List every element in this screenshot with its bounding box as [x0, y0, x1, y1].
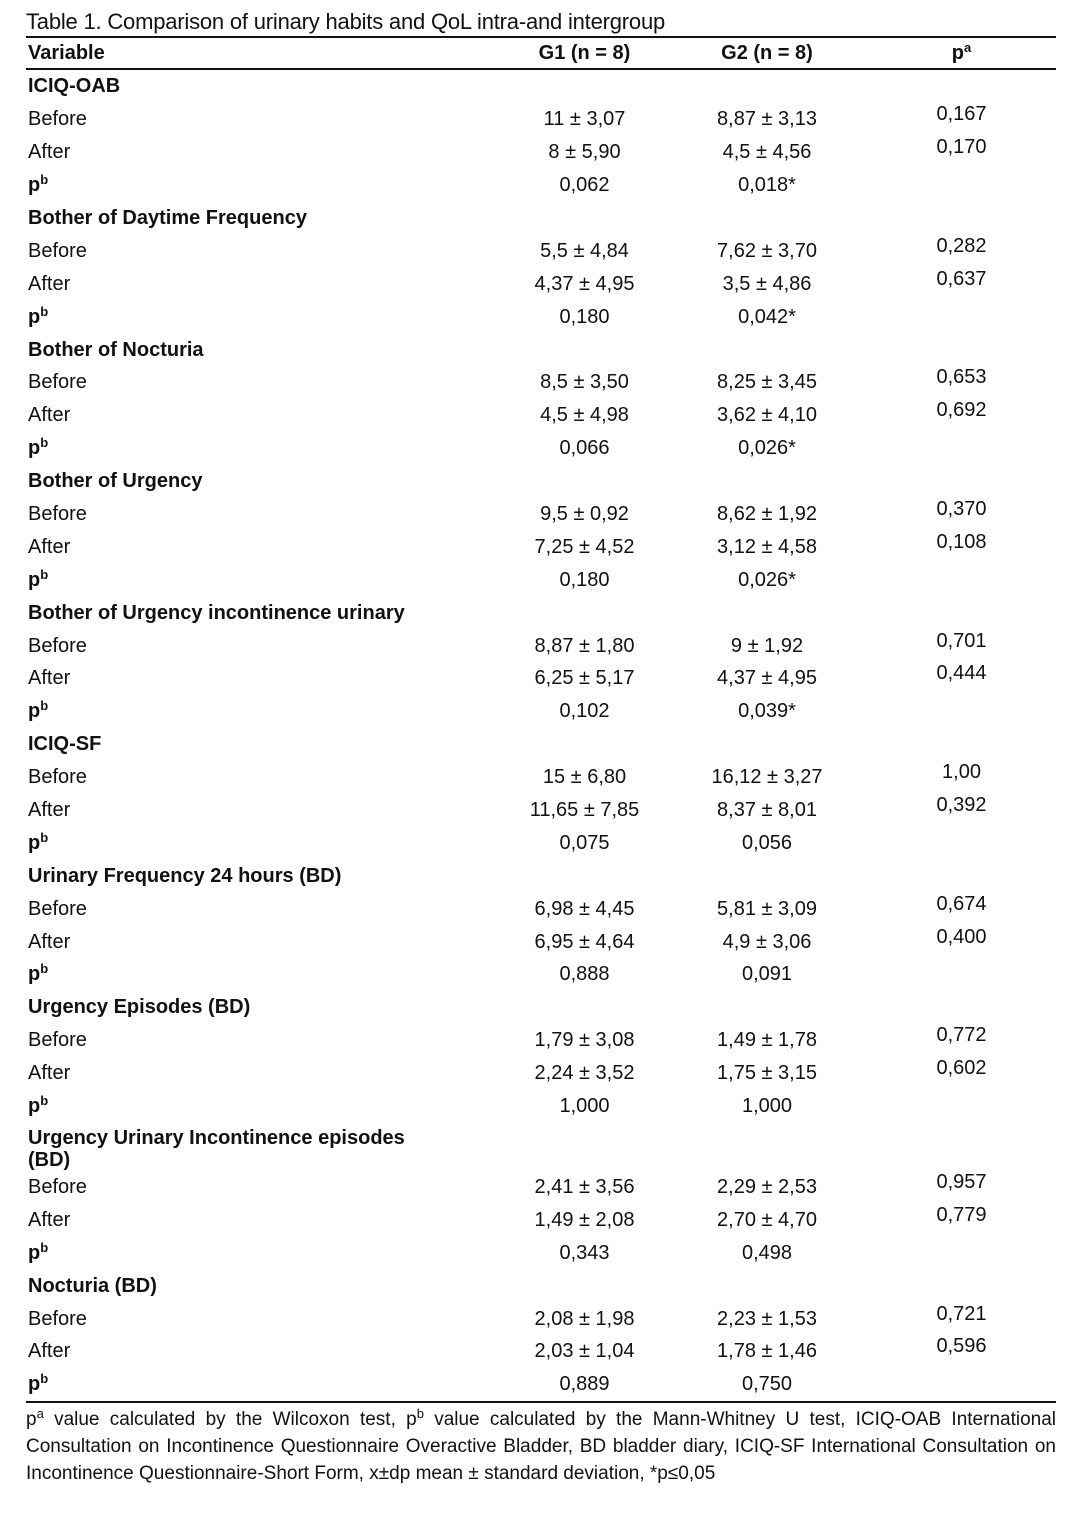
- g1-value: 15 ± 6,80: [542, 766, 627, 789]
- g1-pb-value: 0,180: [559, 568, 610, 591]
- g1-value: 6,95 ± 4,64: [534, 930, 635, 953]
- column-header-g1: G1 (n = 8): [502, 37, 667, 69]
- g2-value: 4,37 ± 4,95: [717, 667, 817, 690]
- pb-letter: p: [28, 437, 41, 460]
- pa-empty: [867, 690, 1056, 723]
- g2-value: 4,5 ± 4,56: [722, 141, 812, 164]
- g2-value: 8,25 ± 3,45: [717, 371, 817, 394]
- pb-letter: p: [28, 1241, 41, 1264]
- pa-value: 0,167: [936, 103, 987, 126]
- g1-value: 2,24 ± 3,52: [534, 1062, 635, 1085]
- g2-value: 1,75 ± 3,15: [717, 1062, 817, 1085]
- g1-pb-value: 0,888: [559, 963, 610, 986]
- pa-value: 0,637: [936, 267, 987, 290]
- g2-pb-value: 0,018*: [738, 174, 796, 197]
- pb-label: [26, 958, 502, 991]
- pb-row: [26, 300, 1056, 333]
- footnote-pb-superscript: b: [416, 1405, 424, 1421]
- before-label: Before: [28, 1175, 87, 1198]
- before-label: Before: [28, 371, 87, 394]
- g2-value: 16,12 ± 3,27: [711, 766, 823, 789]
- g2-pb-value: 0,039*: [738, 700, 796, 723]
- pa-value: 1,00: [942, 761, 981, 784]
- pa-letter: p: [951, 42, 964, 64]
- g1-value: 8,87 ± 1,80: [534, 634, 635, 657]
- after-label: After: [28, 1062, 71, 1085]
- pb-label: [26, 1236, 502, 1269]
- before-label: Before: [28, 108, 87, 131]
- table-caption: Table 1. Comparison of urinary habits and QoL intra-and intergroup: [26, 9, 666, 34]
- pb-letter: p: [28, 174, 41, 197]
- after-label: After: [28, 535, 71, 558]
- pa-empty: [867, 1231, 1056, 1264]
- pa-empty: [867, 295, 1056, 328]
- pb-row: [26, 958, 1056, 991]
- pb-label: [26, 1090, 502, 1123]
- table-body: [26, 69, 1056, 1402]
- group-name: Urgency Episodes (BD): [28, 996, 251, 1019]
- g1-value: 1,49 ± 2,08: [534, 1208, 635, 1231]
- g2-value: 3,12 ± 4,58: [717, 535, 817, 558]
- g2-value: 4,9 ± 3,06: [722, 930, 812, 953]
- pb-letter: p: [28, 1373, 41, 1396]
- pb-row: [26, 826, 1056, 859]
- after-label: After: [28, 141, 71, 164]
- g1-value: 11 ± 3,07: [543, 108, 626, 131]
- before-label: Before: [28, 1029, 87, 1052]
- pb-letter: p: [28, 1095, 41, 1118]
- g2-value: 3,62 ± 4,10: [717, 404, 817, 427]
- column-header-pa: [867, 37, 1056, 69]
- g1-pb-value: 0,066: [559, 437, 610, 460]
- pa-value: 0,370: [936, 498, 987, 521]
- before-label: Before: [28, 1307, 87, 1330]
- pa-value: 0,772: [936, 1024, 987, 1047]
- g1-value: 4,37 ± 4,95: [534, 272, 635, 295]
- g1-value: 8,5 ± 3,50: [540, 371, 629, 394]
- pb-superscript: b: [40, 303, 49, 319]
- pa-value: 0,400: [936, 925, 987, 948]
- g2-pb-value: 0,750: [667, 1368, 867, 1402]
- pa-empty: [867, 427, 1056, 460]
- pa-value: 0,674: [936, 892, 987, 915]
- group-heading-row: [26, 1123, 1056, 1171]
- pb-superscript: b: [40, 1371, 49, 1387]
- header-row: [26, 37, 1056, 69]
- column-header-g2: G2 (n = 8): [667, 37, 867, 69]
- pb-letter: p: [28, 831, 41, 854]
- pa-superscript: a: [963, 40, 972, 55]
- pa-value: 0,108: [936, 530, 987, 553]
- pb-superscript: b: [40, 961, 49, 977]
- pb-label: [26, 169, 502, 202]
- g2-value: 1,78 ± 1,46: [717, 1340, 817, 1363]
- pb-letter: p: [28, 963, 41, 986]
- pa-value: 0,957: [936, 1170, 987, 1193]
- g2-value: 9 ± 1,92: [730, 634, 804, 657]
- pa-value: 0,596: [936, 1335, 987, 1358]
- footnote-pa-letter: p: [26, 1408, 37, 1430]
- pa-value: 0,779: [936, 1203, 987, 1226]
- pa-empty: [867, 1085, 1056, 1118]
- after-label: After: [28, 1208, 71, 1231]
- pb-label: [26, 300, 502, 333]
- group-name: [26, 1123, 1056, 1171]
- column-header-variable: Variable: [26, 37, 502, 69]
- pa-empty: [867, 953, 1056, 986]
- pb-row: [26, 432, 1056, 465]
- after-label: After: [28, 272, 71, 295]
- g2-value: 8,87 ± 3,13: [717, 108, 817, 131]
- footnote-text-1: value calculated by the Wilcoxon test,: [43, 1408, 407, 1430]
- pa-empty: [867, 1363, 1056, 1397]
- pa-empty: [867, 821, 1056, 854]
- g1-value: 2,08 ± 1,98: [534, 1307, 635, 1330]
- g1-value: 4,5 ± 4,98: [540, 404, 629, 427]
- pa-value: 0,282: [936, 234, 987, 257]
- pa-value: 0,692: [936, 399, 987, 422]
- g2-pb-value: 0,026*: [738, 437, 796, 460]
- after-label: After: [28, 667, 71, 690]
- g2-value: 2,23 ± 1,53: [717, 1307, 817, 1330]
- g1-value: 2,41 ± 3,56: [534, 1175, 635, 1198]
- pb-letter: p: [28, 568, 41, 591]
- pb-superscript: b: [40, 435, 49, 451]
- group-name: Bother of Urgency incontinence urinary: [28, 601, 405, 624]
- pb-row: [26, 1090, 1056, 1123]
- footnote-pa-superscript: a: [36, 1405, 44, 1421]
- g1-pb-value: 0,180: [559, 305, 610, 328]
- g1-value: 6,98 ± 4,45: [534, 897, 635, 920]
- pb-letter: p: [28, 305, 41, 328]
- g2-value: 2,29 ± 2,53: [717, 1175, 817, 1198]
- after-label: After: [28, 930, 71, 953]
- group-name: Urinary Frequency 24 hours (BD): [28, 864, 342, 887]
- footnote-pb-letter: p: [406, 1408, 417, 1430]
- g1-value: 1,79 ± 3,08: [534, 1029, 635, 1052]
- g1-pb-value: 0,889: [502, 1368, 667, 1402]
- pa-value: 0,170: [936, 136, 987, 159]
- footnote-text-2: value calculated by the Mann-Whitney U test, ICIQ-OAB International Consultation on Incontinence Questionnaire Overactive Bladder, BD bladder diary, ICIQ-SF International Consultation on Incontinence Questionnaire-Short Form, x±dp mean ± standard deviation, *p≤0,05: [26, 1408, 1056, 1484]
- pb-row: [26, 1368, 1056, 1402]
- before-label: Before: [28, 897, 87, 920]
- pa-value: 0,602: [936, 1057, 987, 1080]
- pa-value: 0,392: [936, 794, 987, 817]
- pa-value: 0,653: [936, 366, 987, 389]
- pa-value: 0,721: [936, 1302, 987, 1325]
- g2-value: 2,70 ± 4,70: [717, 1208, 817, 1231]
- group-name: Bother of Urgency: [28, 470, 203, 493]
- g1-value: 9,5 ± 0,92: [540, 503, 629, 526]
- group-name: ICIQ-OAB: [28, 75, 121, 98]
- after-label: After: [28, 404, 71, 427]
- g2-value: 8,37 ± 8,01: [717, 799, 817, 822]
- table-footnote: [26, 1406, 1056, 1487]
- g2-pb-value: 0,056: [741, 831, 793, 854]
- pb-label: [26, 563, 502, 596]
- after-label: After: [28, 799, 71, 822]
- pb-letter: p: [28, 700, 41, 723]
- table-figure: [26, 6, 1056, 1487]
- comparison-table: [26, 36, 1056, 1403]
- before-label: Before: [28, 239, 87, 262]
- pa-value: 0,444: [936, 662, 987, 685]
- pb-superscript: b: [40, 172, 49, 188]
- pb-row: [26, 169, 1056, 202]
- g2-pb-value: 1,000: [741, 1095, 793, 1118]
- g1-value: 2,03 ± 1,04: [534, 1340, 635, 1363]
- g1-value: 8 ± 5,90: [548, 141, 621, 164]
- g2-pb-value: 0,091: [741, 963, 793, 986]
- group-name: Nocturia (BD): [28, 1274, 157, 1297]
- group-name: ICIQ-SF: [28, 733, 102, 756]
- pb-label: [26, 1368, 502, 1402]
- g2-value: 7,62 ± 3,70: [717, 239, 817, 262]
- g1-value: 7,25 ± 4,52: [534, 535, 635, 558]
- pb-label: [26, 826, 502, 859]
- before-label: Before: [28, 634, 87, 657]
- group-name: Bother of Nocturia: [28, 338, 204, 361]
- g1-value: 6,25 ± 5,17: [534, 667, 635, 690]
- group-name: Bother of Daytime Frequency: [28, 207, 307, 229]
- pb-row: [26, 1236, 1056, 1269]
- pa-empty: [867, 558, 1056, 591]
- pb-superscript: b: [40, 829, 49, 845]
- g2-pb-value: 0,026*: [738, 568, 796, 591]
- g1-value: 11,65 ± 7,85: [529, 799, 640, 822]
- pb-superscript: b: [40, 1239, 49, 1255]
- pb-label: [26, 432, 502, 465]
- group-name-line: (BD): [28, 1148, 71, 1171]
- g2-value: 8,62 ± 1,92: [717, 503, 817, 526]
- pb-row: [26, 563, 1056, 596]
- pb-superscript: b: [40, 1093, 49, 1109]
- g2-pb-value: 0,498: [741, 1241, 793, 1264]
- g1-pb-value: 0,343: [559, 1241, 610, 1264]
- g1-value: 5,5 ± 4,84: [540, 239, 629, 262]
- pa-empty: [867, 164, 1056, 197]
- pb-label: [26, 695, 502, 728]
- pb-row: [26, 695, 1056, 728]
- before-label: Before: [28, 503, 87, 526]
- after-label: After: [28, 1340, 71, 1363]
- pb-superscript: b: [40, 566, 49, 582]
- before-label: Before: [28, 766, 87, 789]
- pb-superscript: b: [40, 698, 49, 714]
- g2-value: 1,49 ± 1,78: [717, 1029, 817, 1052]
- g2-pb-value: 0,042*: [738, 305, 796, 328]
- g1-pb-value: 0,102: [559, 700, 610, 723]
- g1-pb-value: 0,062: [559, 174, 610, 197]
- group-name-line: Urgency Urinary Incontinence episodes: [28, 1126, 405, 1149]
- g1-pb-value: 0,075: [559, 831, 610, 854]
- pa-value: 0,701: [936, 629, 987, 652]
- g1-pb-value: 1,000: [559, 1095, 610, 1118]
- g2-value: 3,5 ± 4,86: [722, 272, 812, 295]
- g2-value: 5,81 ± 3,09: [717, 897, 817, 920]
